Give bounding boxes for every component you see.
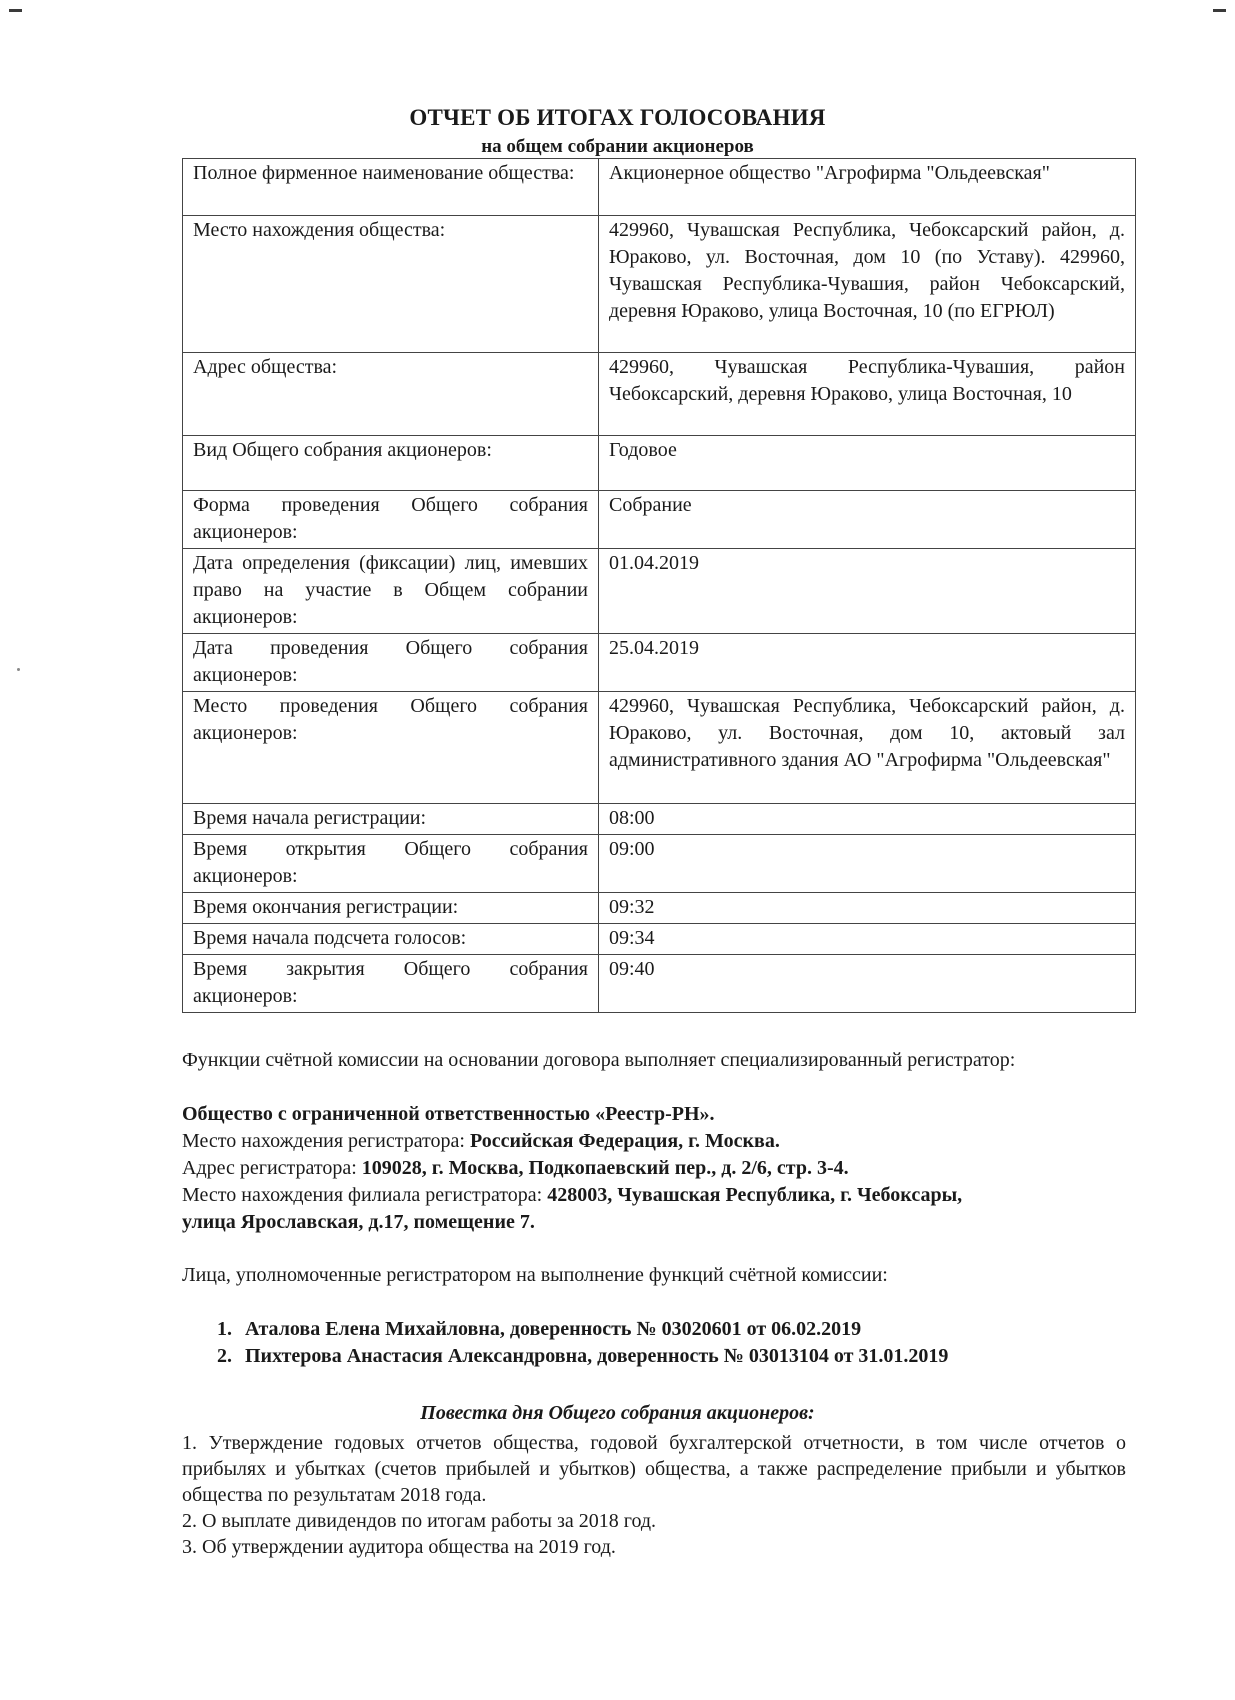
table-row [183,216,1136,353]
row-label: Время закрытия Общего собрания акционеров: [183,955,599,1013]
row-value: 09:32 [599,893,1136,924]
row-label: Дата проведения Общего собрания акционеров: [183,634,599,692]
agenda-list [182,1430,1126,1560]
row-label: Время начала регистрации: [183,804,599,835]
table-row [183,491,1136,549]
agenda-title: Повестка дня Общего собрания акционеров: [420,1402,815,1424]
table-row [183,634,1136,692]
table-row [183,835,1136,893]
table-row [183,893,1136,924]
authorized-intro: Лица, уполномоченные регистратором на выполнение функций счётной комиссии: [182,1264,888,1286]
row-value: 25.04.2019 [599,634,1136,692]
table-row [183,924,1136,955]
registrar-name [182,1101,1126,1128]
registrar-location [182,1128,1126,1155]
agenda-item: 2. О выплате дивидендов по итогам работы за 2018 год. [182,1510,657,1532]
registrar-address-value: 109028, г. Москва, Подкопаевский пер., д. 2/6, стр. 3-4. [361,1157,849,1179]
meeting-info-table [182,158,1136,1013]
table-row [183,549,1136,634]
registrar-intro: Функции счётной комиссии на основании договора выполняет специализированный регистратор: [182,1049,1016,1071]
table-row [183,692,1136,804]
row-value: 429960, Чувашская Республика, Чебоксарский район, д. Юраково, ул. Восточная, дом 10 (по Уставу). 429960, Чувашская Республика-Чувашия, район Чебоксарский, деревня Юраково, улица Восточная, 10 (по ЕГРЮЛ) [599,216,1136,353]
row-label: Полное фирменное наименование общества: [183,159,599,216]
registrar-address-label: Адрес регистратора: [182,1157,362,1179]
registrar-branch [182,1182,1012,1236]
document-subtitle: на общем собрании акционеров [481,136,754,157]
row-label: Форма проведения Общего собрания акционеров: [183,491,599,549]
table-row [183,436,1136,491]
row-label: Время начала подсчета голосов: [183,924,599,955]
agenda-item: 3. Об утверждении аудитора общества на 2019 год. [182,1536,616,1558]
row-value: 09:40 [599,955,1136,1013]
row-value: 01.04.2019 [599,549,1136,634]
row-label: Место нахождения общества: [183,216,599,353]
row-label: Дата определения (фиксации) лиц, имевших право на участие в Общем собрании акционеров: [183,549,599,634]
document-title: ОТЧЕТ ОБ ИТОГАХ ГОЛОСОВАНИЯ [409,105,826,130]
scan-artifact-mark [9,9,22,12]
row-value: 09:00 [599,835,1136,893]
row-value: 09:34 [599,924,1136,955]
table-row [183,804,1136,835]
row-value: 08:00 [599,804,1136,835]
table-row [183,353,1136,436]
scan-artifact-speck [17,668,20,671]
table-row [183,955,1136,1013]
row-value: 429960, Чувашская Республика, Чебоксарский район, д. Юраково, ул. Восточная, дом 10, актовый зал административного здания АО "Агрофирма "Ольдеевская" [599,692,1136,804]
registrar-branch-value: 428003, Чувашская Республика, г. Чебоксары, улица Ярославская, д.17, помещение 7. [182,1184,963,1233]
row-value: 429960, Чувашская Республика-Чувашия, район Чебоксарский, деревня Юраково, улица Восточная, 10 [599,353,1136,436]
row-value: Годовое [599,436,1136,491]
registrar-location-value: Российская Федерация, г. Москва. [469,1130,780,1152]
registrar-location-label: Место нахождения регистратора: [182,1130,470,1152]
registrar-branch-label: Место нахождения филиала регистратора: [182,1184,548,1206]
list-item: 1. Аталова Елена Михайловна, доверенность № 03020601 от 06.02.2019 [237,1316,948,1343]
row-label: Место проведения Общего собрания акционеров: [183,692,599,804]
row-label: Адрес общества: [183,353,599,436]
row-value: Собрание [599,491,1136,549]
scan-artifact-mark [1213,9,1226,12]
table-row [183,159,1136,216]
list-item: 2. Пихтерова Анастасия Александровна, доверенность № 03013104 от 31.01.2019 [237,1343,948,1370]
agenda-item: 1. Утверждение годовых отчетов общества, годовой бухгалтерской отчетности, в том числе отчетов о прибылях и убытках (счетов прибылей и убытков) общества, а также распределение прибыли и убытков общества по результатам 2018 года. [182,1432,1126,1506]
authorized-persons-list [182,1316,948,1370]
registrar-address [182,1155,1126,1182]
row-label: Время окончания регистрации: [183,893,599,924]
row-value: Акционерное общество "Агрофирма "Ольдеевская" [599,159,1136,216]
registrar-name-text: Общество с ограниченной ответственностью «Реестр-РН». [182,1103,715,1125]
row-label: Время открытия Общего собрания акционеров: [183,835,599,893]
row-label: Вид Общего собрания акционеров: [183,436,599,491]
